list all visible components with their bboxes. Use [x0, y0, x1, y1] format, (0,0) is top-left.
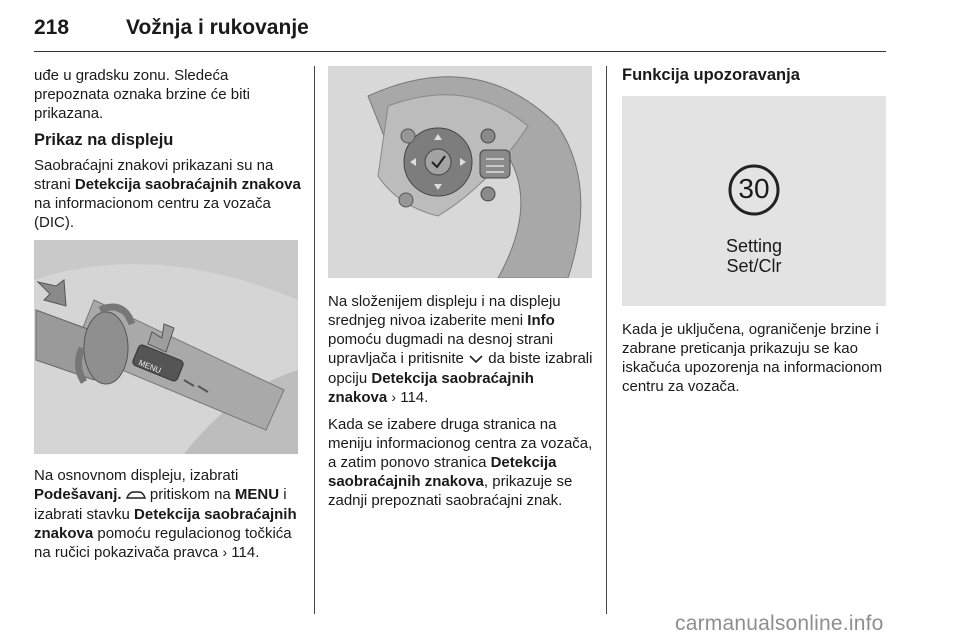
page-header — [34, 12, 886, 52]
page-ref-arrow-icon: › — [222, 543, 228, 560]
column-divider-2 — [606, 66, 607, 614]
steering-wheel-figure — [328, 66, 592, 278]
steering-wheel-illustration — [328, 66, 592, 278]
car-settings-icon — [126, 486, 146, 505]
section-heading-warning: Funkcija upozoravanja — [622, 66, 800, 84]
column-divider-1 — [314, 66, 315, 614]
lever-menu-label: MENU — [137, 358, 163, 376]
chevron-down-icon — [468, 350, 484, 369]
info-menu-paragraph: Na složenijem displeju i na displeju srednjeg nivoa izaberite meni Info pomoću dugmadi na desnoj strani upravljača i pritisnite da biste izabrali opciju Detekcija saobraćajnih znakova › 114. — [328, 293, 593, 406]
watermark: carmanualsonline.info — [675, 612, 884, 635]
page-ref-arrow-icon: › — [391, 388, 397, 405]
warning-paragraph: Kada je uključena, ograničenje brzine i zabrane preticanja prikazuju se kao iskačuća upozorenja na informacionom centru za vozača. — [622, 321, 883, 395]
lever-instructions — [34, 466, 302, 570]
lever-paragraph: Na osnovnom displeju, izabrati Podešavanj. pritiskom na MENU i izabrati stavku Detekcija saobraćajnih znakova pomoću regulacionog točkića na ručici pokazivača pravca › 114. — [34, 467, 297, 561]
column-3 — [622, 320, 890, 404]
display-paragraph: Saobraćajni znakovi prikazani su na strani Detekcija saobraćajnih znakova na informacionom centru za vozača (DIC). — [34, 157, 301, 231]
intro-paragraph: uđe u gradsku zonu. Sledeća prepoznata oznaka brzine će biti prikazana. — [34, 67, 250, 122]
last-sign-paragraph: Kada se izabere druga stranica na meniju informacionog centra za vozača, a zatim ponovo stranica Detekcija saobraćajnih znakova, prikazuje se zadnji prepoznati saobraćajni znak. — [328, 415, 593, 509]
section-heading-display: Prikaz na displeju — [34, 131, 174, 149]
display-setting-text: Setting Set/Clr — [725, 236, 783, 276]
lever-illustration — [34, 240, 298, 454]
column-1 — [34, 66, 302, 240]
lever-figure — [34, 240, 298, 454]
display-figure — [622, 96, 886, 306]
column-2 — [328, 292, 593, 518]
chapter-title: Vožnja i rukovanje — [126, 16, 309, 39]
speed-limit-value: 30 — [738, 173, 770, 204]
page-number: 218 — [34, 16, 70, 39]
